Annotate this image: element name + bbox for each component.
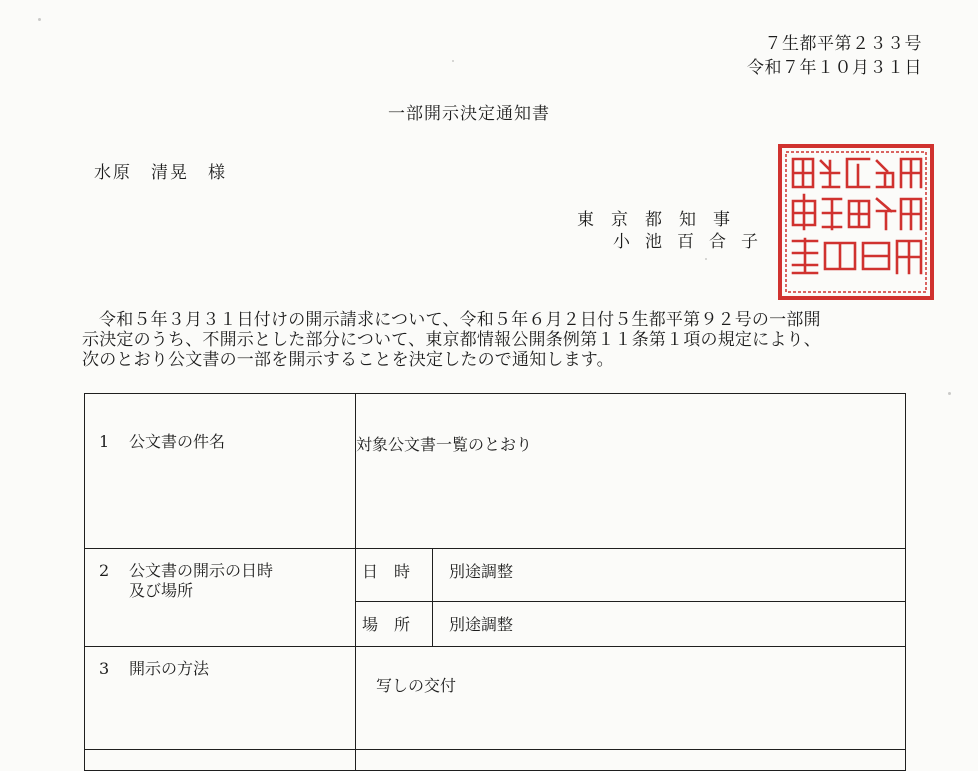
- disclosure-details-table: [84, 393, 906, 771]
- row3-label-cell: [85, 647, 356, 750]
- addressee: 水原 清晃 様: [94, 163, 227, 183]
- body-line-3: 次のとおり公文書の一部を開示することを決定したので通知します。: [82, 350, 614, 370]
- sender-title: 東京都知事: [577, 210, 747, 230]
- row1-label: 公文書の件名: [129, 432, 226, 451]
- paper-speck: [38, 18, 41, 21]
- date-key: 日時: [361, 562, 426, 581]
- place-key: 場所: [361, 615, 426, 634]
- row1-label-cell: [85, 394, 356, 549]
- body-text: [82, 310, 942, 370]
- row1-value: 対象公文書一覧のとおり: [356, 394, 906, 549]
- date-value-cell: [433, 549, 906, 602]
- row4-value-cell: [356, 750, 906, 771]
- place-key-cell: [356, 602, 433, 647]
- row2-label-cell: [85, 549, 356, 647]
- document-date: 令和７年１０月３１日: [747, 58, 922, 78]
- paper-speck: [452, 60, 454, 62]
- table-row-date-place: [85, 549, 906, 602]
- table-row-method: [85, 647, 906, 750]
- paper-speck: [705, 258, 707, 260]
- paper-speck: [948, 392, 951, 395]
- place-value: 別途調整: [449, 615, 514, 634]
- row4-label-cell: [85, 750, 356, 771]
- table-row-cut-off: [85, 750, 906, 771]
- body-line-2: 示決定のうち、不開示とした部分について、東京都情報公開条例第１１条第１項の規定により、: [82, 330, 821, 350]
- row3-value: 写しの交付: [356, 647, 906, 750]
- table-row-document-name: [85, 394, 906, 549]
- official-seal-stamp: [777, 143, 935, 301]
- body-line-1: 令和５年３月３１日付けの開示請求について、令和５年６月２日付５生都平第９２号の一部開: [99, 310, 821, 330]
- document-title: 一部開示決定通知書: [388, 104, 550, 124]
- place-value-cell: [433, 602, 906, 647]
- date-value: 別途調整: [449, 562, 514, 581]
- row3-number: 3: [99, 659, 110, 678]
- row1-number: 1: [99, 432, 110, 451]
- sender-name: 小池百合子: [613, 232, 773, 252]
- row2-label-line1: 公文書の開示の日時: [129, 561, 274, 580]
- document-number: ７生都平第２３３号: [764, 34, 922, 54]
- document-header: [747, 32, 922, 80]
- row2-number: 2: [99, 561, 110, 580]
- row3-label: 開示の方法: [129, 659, 210, 678]
- row2-label-line2: 及び場所: [129, 581, 194, 600]
- date-key-cell: [356, 549, 433, 602]
